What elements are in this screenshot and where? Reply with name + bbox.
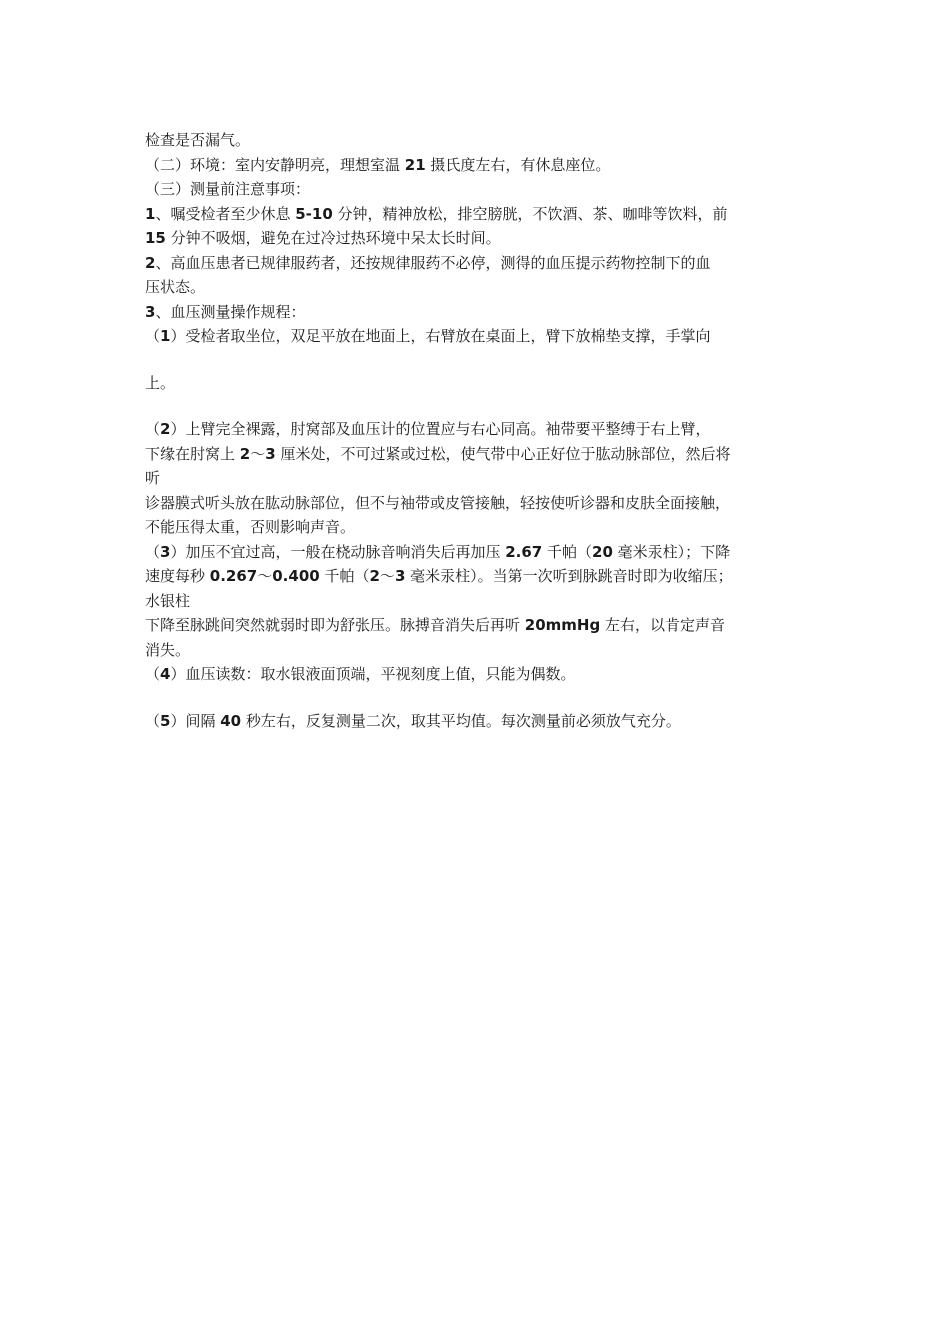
text-line: 诊器膜式听头放在肱动脉部位，但不与袖带或皮管接触，轻按使听诊器和皮肤全面接触， [145, 493, 731, 512]
text-line: （4）血压读数：取水银液面顶端，平视刻度上值，只能为偶数。 [145, 665, 576, 683]
text-line: （1）受检者取坐位，双足平放在地面上，右臂放在桌面上，臂下放棉垫支撑，手掌向 [145, 327, 711, 345]
text-line: 2、高血压患者已规律服药者，还按规律服药不必停，测得的血压提示药物控制下的血 [145, 253, 711, 272]
text-line: 不能压得太重，否则影响声音。 [145, 518, 356, 536]
section-heading: （三）测量前注意事项： [145, 180, 311, 198]
text-line: 检查是否漏气。 [145, 131, 251, 149]
text-line: 听 [145, 469, 161, 487]
text-line: 下缘在肘窝上 2～3 厘米处，不可过紧或过松，使气带中心正好位于肱动脉部位，然后将 [145, 444, 731, 463]
text-line: 15 分钟不吸烟，避免在过冷过热环境中呆太长时间。 [145, 229, 501, 247]
text-line: 1、嘱受检者至少休息 5-10 分钟，精神放松，排空膀胱，不饮酒、茶、咖啡等饮料，前 [145, 204, 728, 223]
text-line: （5）间隔 40 秒左右，反复测量二次，取其平均值。每次测量前必须放气充分。 [145, 711, 681, 730]
text-line: （二）环境：室内安静明亮，理想室温 21 摄氏度左右，有休息座位。 [145, 155, 611, 174]
text-line: 3、血压测量操作规程： [145, 302, 306, 321]
text-line: （2）上臂完全裸露，肘窝部及血压计的位置应与右心同高。袖带要平整缚于右上臂， [145, 420, 711, 438]
text-line: （3）加压不宜过高，一般在桡动脉音响消失后再加压 2.67 千帕（20 毫米汞柱）；下降 [145, 542, 731, 561]
text-line: 上。 [145, 373, 176, 392]
text-line: 水银柱 [145, 591, 191, 610]
text-line: 消失。 [145, 640, 191, 659]
text-line: 速度每秒 0.267～0.400 千帕（2～3 毫米汞柱）。当第一次听到脉跳音时即为收缩压； [145, 567, 733, 585]
text-line: 压状态。 [145, 278, 206, 296]
text-line: 下降至脉跳间突然就弱时即为舒张压。脉搏音消失后再听 20mmHg 左右，以肯定声音 [145, 616, 725, 634]
document-body [145, 128, 825, 733]
